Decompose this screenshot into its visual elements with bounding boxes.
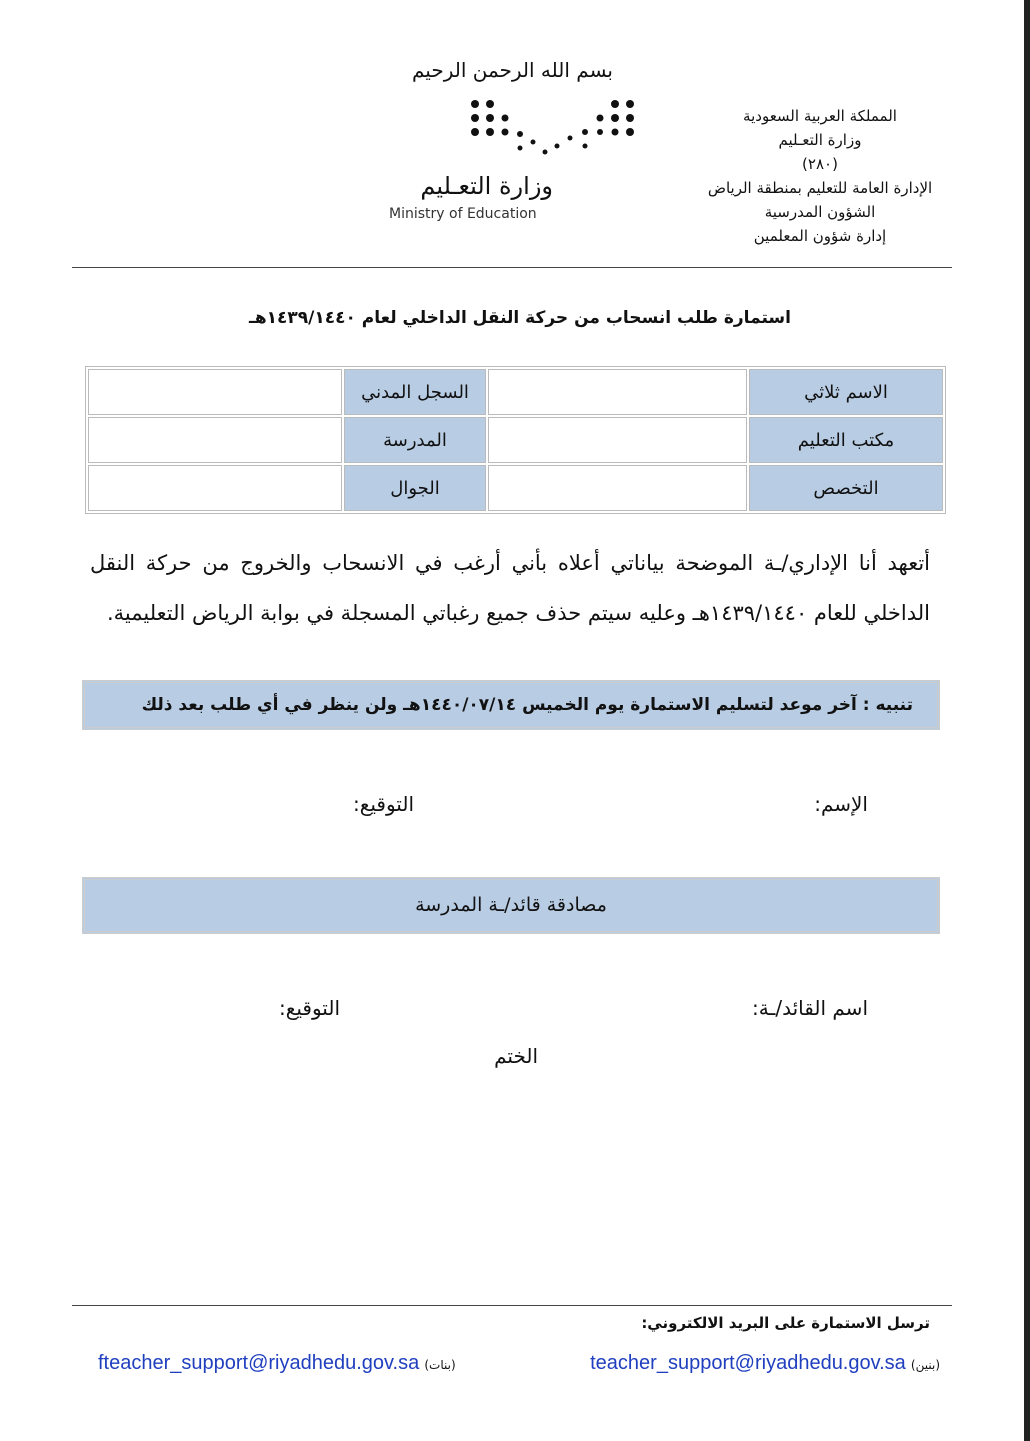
specialization-field[interactable] (488, 465, 747, 511)
boys-email-link[interactable]: teacher_support@riyadhedu.gov.sa (590, 1352, 906, 1374)
applicant-info-table (85, 366, 946, 514)
ministry-logo (385, 98, 645, 228)
field-label: التخصص (749, 465, 943, 511)
civil-id-field[interactable] (88, 369, 342, 415)
table-row (88, 417, 943, 463)
approval-header: مصادقة قائد/ـة المدرسة (82, 877, 940, 934)
leader-signature-label: التوقيع: (279, 996, 340, 1020)
girls-email-link[interactable]: fteacher_support@riyadhedu.gov.sa (98, 1352, 420, 1374)
leader-name-label: اسم القائد/ـة: (752, 996, 868, 1020)
field-label: المدرسة (344, 417, 486, 463)
full-name-field[interactable] (488, 369, 747, 415)
org-line: إدارة شؤون المعلمين (753, 227, 887, 245)
education-office-field[interactable] (488, 417, 747, 463)
logo-dots-icon (465, 98, 635, 158)
footer-divider (72, 1305, 952, 1306)
applicant-name-label: الإسم: (814, 792, 868, 816)
girls-email-line (98, 1352, 456, 1375)
email-instruction: ترسل الاستمارة على البريد الالكتروني: (641, 1314, 930, 1332)
org-line: المملكة العربية السعودية (743, 107, 897, 125)
boys-email-line (590, 1352, 940, 1375)
boys-label: (بنين) (910, 1358, 940, 1372)
stamp-label: الختم (494, 1044, 538, 1068)
header-divider (72, 267, 952, 268)
org-line: الإدارة العامة للتعليم بمنطقة الرياض (707, 179, 933, 197)
form-title: استمارة طلب انسحاب من حركة النقل الداخلي لعام ١٤٣٩/١٤٤٠هـ (249, 308, 791, 328)
logo-english-text: Ministry of Education (389, 206, 537, 222)
field-label: مكتب التعليم (749, 417, 943, 463)
pledge-paragraph: أتعهد أنا الإداري/ـة الموضحة بياناتي أعلاه بأني أرغب في الانسحاب والخروج من حركة النقل الداخلي للعام ١٤٣٩/١٤٤٠هـ وعليه سيتم حذف جميع رغباتي المسجلة في بوابة الرياض التعليمية. (90, 551, 930, 625)
field-label: الجوال (344, 465, 486, 511)
mobile-field[interactable] (88, 465, 342, 511)
table-row (88, 369, 943, 415)
girls-label: (بنات) (424, 1358, 456, 1372)
org-line: الشؤون المدرسية (764, 203, 876, 221)
basmala: بسم الله الرحمن الرحيم (411, 58, 613, 82)
page-edge (1024, 0, 1030, 1441)
org-line: وزارة التعـليم (778, 131, 862, 149)
field-label: الاسم ثلاثي (749, 369, 943, 415)
logo-arabic-text: وزارة التعـليم (420, 172, 553, 200)
applicant-signature-label: التوقيع: (353, 792, 414, 816)
table-row (88, 465, 943, 511)
organization-header (660, 104, 980, 248)
deadline-notice: تنبيه : آخر موعد لتسليم الاستمارة يوم الخميس ١٤٤٠/٠٧/١٤هـ ولن ينظر في أي طلب بعد ذلك (82, 680, 940, 730)
org-line: (٢٨٠) (802, 155, 838, 173)
school-field[interactable] (88, 417, 342, 463)
field-label: السجل المدني (344, 369, 486, 415)
